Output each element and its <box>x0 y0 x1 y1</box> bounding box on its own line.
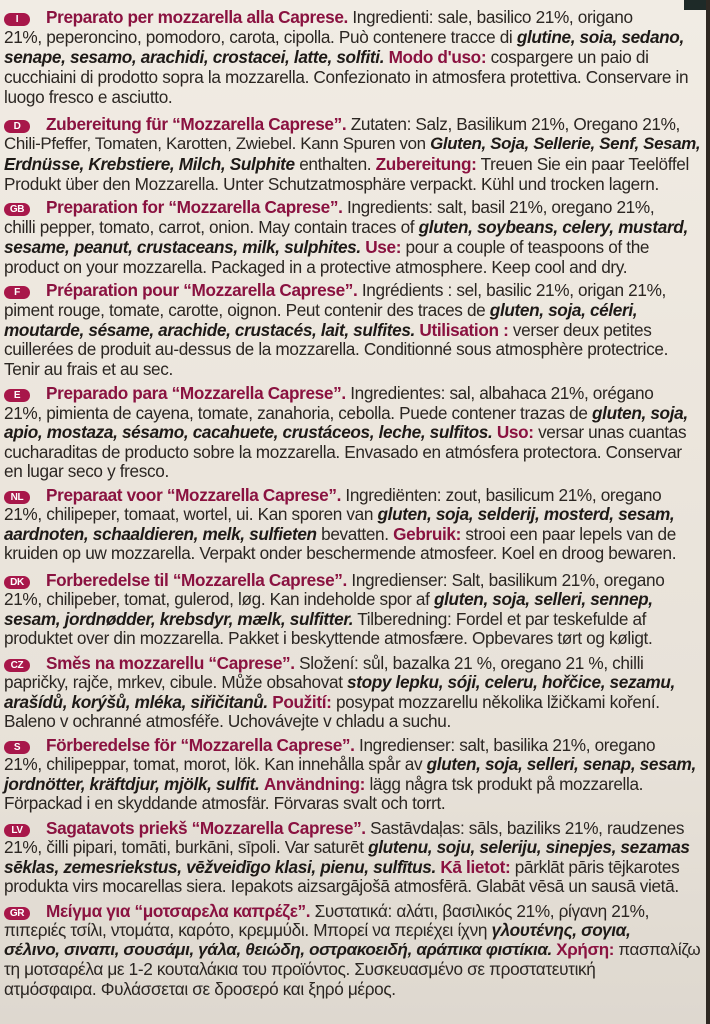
allergen-list: glutenu, soju, seleriju, sinepjes, sezamas <box>368 837 690 858</box>
text-segment: Ingredienti: sale, basilico 21%, origano <box>347 7 633 27</box>
language-badge: GR <box>4 907 30 920</box>
text-segment: lägg några tsk produkt på mozzarella. <box>365 773 644 794</box>
text-line <box>4 774 643 794</box>
text-line <box>4 857 679 877</box>
allergen-list: gluten, soja, selleri, senap, sesam, <box>426 754 696 775</box>
text-segment: product on your mozzarella. Packaged in a protective atmosphere. Keep cool and dry. <box>4 257 628 277</box>
allergen-list: σέλινο, σιναπι, σουσάμι, γάλα, θειώδη, οστρακοειδή, αράπικα φιστίκια. <box>4 939 552 959</box>
text-segment: Baleno v ochranné atmosféře. Uchovávejte v chladu a suchu. <box>4 711 451 732</box>
text-line <box>4 422 686 442</box>
text-segment: pārklāt pāris tējkarotes <box>510 856 680 877</box>
text-segment: cuillerées de produit au-dessus de la mozzarella. Conditionné sous atmosphère protectrice. <box>4 339 669 360</box>
text-line <box>4 754 696 774</box>
language-badge: D <box>4 120 30 133</box>
text-segment: Produkt über den Mozzarella. Unter Schutzatmosphäre verpackt. Kühl und trocken lagern. <box>4 174 659 194</box>
text-line <box>4 609 646 629</box>
allergen-list: γλουτένης, σογια, <box>491 920 631 941</box>
text-segment: en lugar seco y fresco. <box>4 461 169 482</box>
text-line <box>4 461 169 481</box>
text-segment: Ingrédients : sel, basilic 21%, origan 21%, <box>357 280 666 300</box>
text-segment: produkta virs mocarellas siera. Iepakots aizsargājošā atmosfērā. Glabāt vēsā un sausā vietā. <box>4 875 679 896</box>
usage-label: Kā lietot: <box>440 856 511 877</box>
text-segment: Složení: sůl, bazalka 21 %, oregano 21 %, chilli <box>294 653 644 673</box>
text-segment: 21%, pimienta de cayena, tomate, zanahoria, cebolla. Puede contener trazas de <box>4 402 593 423</box>
usage-label: Use: <box>365 237 402 257</box>
allergen-list: gluten, soja, céleri, <box>489 299 638 320</box>
usage-label: Použití: <box>272 691 332 712</box>
text-segment: Ingredienser: salt, basilika 21%, oregano <box>354 735 656 755</box>
text-segment: Treuen Sie ein paar Teelöffel <box>476 154 689 174</box>
text-line <box>4 543 676 563</box>
section-title: Sagatavots priekš “Mozzarella Caprese”. <box>46 818 366 838</box>
text-line <box>4 959 596 979</box>
text-line <box>4 628 652 648</box>
text-line <box>4 920 630 940</box>
allergen-list: Gluten, Soja, Sellerie, Senf, Sesam, <box>430 134 701 153</box>
section-title: Zubereitung für “Mozzarella Caprese”. <box>46 114 347 134</box>
text-segment: pour a couple of teaspoons of the <box>401 237 650 257</box>
section-title: Μείγμα για “μοτσαρελα καπρέζε”. <box>46 901 311 921</box>
text-segment: πιπεριές τσίλι, ντομάτα, καρότο, κρεμμύδι. Μπορεί να περιέχει ίχνη <box>4 920 492 941</box>
text-segment: 21%, chilipeppar, tomat, morot, lök. Kan innehålla spår av <box>4 754 427 775</box>
text-line <box>4 901 649 921</box>
section-title: Förberedelse för “Mozzarella Caprese”. <box>46 735 355 755</box>
usage-label: Χρήση: <box>556 939 615 959</box>
text-segment: papričky, rajče, mrkev, cibule. Může obsahovat <box>4 672 348 693</box>
text-segment: Ingredienser: Salt, basilikum 21%, oregano <box>346 570 665 590</box>
text-line <box>4 876 679 896</box>
text-segment: πασπαλίζω <box>614 939 701 959</box>
text-line <box>4 300 637 320</box>
text-line <box>4 359 173 379</box>
text-segment: kruiden op uw mozzarella. Verpakt onder beschermende atmosfeer. Koel en droog bewaren. <box>4 543 677 564</box>
text-line <box>4 383 653 403</box>
text-segment: cucharaditas de producto sobre la mozzarella. Envasado en atmósfera protectora. Conservar <box>4 441 682 462</box>
usage-label: Uso: <box>496 422 534 443</box>
text-line <box>4 524 676 544</box>
language-badge: E <box>4 389 30 402</box>
text-segment: enthalten. <box>294 154 376 174</box>
section-title: Preparado para “Mozzarella Caprese”. <box>46 383 346 403</box>
allergen-list: gluten, soja, selderij, mosterd, sesam, <box>377 504 675 525</box>
text-segment: 21%, peperoncino, pomodoro, carota, cipolla. Può contenere tracce di <box>4 27 517 47</box>
allergen-list: arašídů, korýšů, mléka, siřičitanů. <box>4 691 268 712</box>
text-segment: Sastāvdaļas: sāls, baziliks 21%, raudzenes <box>365 818 685 838</box>
text-line <box>4 174 659 194</box>
text-line <box>4 672 675 692</box>
text-line <box>4 403 688 423</box>
text-segment: Zutaten: Salz, Basilikum 21%, Oregano 21%, <box>346 114 680 134</box>
usage-label: Modo d'uso: <box>388 47 487 67</box>
language-badge: NL <box>4 491 30 504</box>
text-line <box>4 711 451 731</box>
allergen-list: stopy lepku, sóji, celeru, hořčice, sezamu, <box>347 672 675 693</box>
text-segment: Förpackad i en skyddande atmosfär. Förvaras svalt och torrt. <box>4 793 446 814</box>
text-line <box>4 320 651 340</box>
text-segment: 21%, čilli pipari, tomāti, burkāni, sīpoli. Var saturēt <box>4 837 369 858</box>
text-line <box>4 735 655 755</box>
text-line <box>4 237 649 257</box>
text-line <box>4 442 682 462</box>
text-line <box>4 27 684 47</box>
allergen-list: moutarde, sésame, arachide, crustacés, lait, sulfites. <box>4 319 415 340</box>
section-title: Préparation pour “Mozzarella Caprese”. <box>46 280 358 300</box>
text-line <box>4 837 690 857</box>
text-line <box>4 134 700 154</box>
section-title: Preparato per mozzarella alla Caprese. <box>46 7 348 27</box>
usage-label: Gebruik: <box>393 523 461 544</box>
allergen-list: aardnoten, schaaldieren, melk, sulfieten <box>4 523 317 544</box>
allergen-list: sesame, peanut, crustaceans, milk, sulphites. <box>4 237 361 257</box>
text-segment: luogo fresco e asciutto. <box>4 87 173 107</box>
text-line <box>4 87 172 107</box>
language-badge: DK <box>4 576 30 589</box>
text-segment: posypat mozzarellu několika lžičkami koření. <box>331 691 660 712</box>
usage-label: Utilisation : <box>419 319 509 340</box>
text-line <box>4 47 649 67</box>
text-line <box>4 818 684 838</box>
text-line <box>4 940 700 960</box>
text-segment: cucchiaini di prodotto sopra la mozzarella. Confezionato in atmosfera protettiva. Conservare in <box>4 67 689 87</box>
text-segment: Tenir au frais et au sec. <box>4 359 173 380</box>
text-segment: Ingredientes: sal, albahaca 21%, orégano <box>345 383 654 403</box>
allergen-list: senape, sesamo, arachidi, crostacei, latte, solfiti. <box>4 47 385 67</box>
allergen-list: apio, mostaza, sésamo, cacahuete, crustáceos, leche, sulfitos. <box>4 422 493 443</box>
text-segment: τη μοτσαρέλα με 1-2 κουταλάκια του προϊόντος. Συσκευασμένο σε προστατευτική <box>4 959 596 980</box>
text-line <box>4 154 689 174</box>
language-badge: CZ <box>4 659 30 672</box>
text-line <box>4 504 674 524</box>
text-segment: Chili-Pfeffer, Tomaten, Karotten, Zwiebel. Kann Spuren von <box>4 134 431 153</box>
text-line <box>4 485 661 505</box>
language-badge: LV <box>4 824 30 837</box>
text-line <box>4 339 668 359</box>
language-badge: F <box>4 286 30 299</box>
text-line <box>4 692 660 712</box>
allergen-list: gluten, soja, selleri, sennep, <box>433 589 653 610</box>
text-line <box>4 197 654 217</box>
package-edge <box>684 0 706 10</box>
text-segment: versar unas cuantas <box>533 422 687 443</box>
text-segment: Ingrediënten: zout, basilicum 21%, oregano <box>341 485 662 505</box>
text-line <box>4 67 688 87</box>
allergen-list: glutine, soia, sedano, <box>516 27 684 47</box>
text-segment: 21%, chilipeber, tomat, gulerod, løg. Kan indeholde spor af <box>4 589 434 610</box>
text-segment: Ingredients: salt, basil 21%, oregano 21%, <box>342 197 655 217</box>
text-line <box>4 979 396 999</box>
allergen-list: gluten, soja, <box>592 402 688 423</box>
text-line <box>4 114 680 134</box>
text-segment: chilli pepper, tomato, carrot, onion. May contain traces of <box>4 217 419 237</box>
text-segment: produktet over din mozzarella. Pakket i beskyttende atmosfære. Opbevares tørt og køligt. <box>4 628 653 649</box>
text-segment: 21%, chilipeper, tomaat, wortel, ui. Kan sporen van <box>4 504 378 525</box>
text-line <box>4 793 445 813</box>
text-segment: verser deux petites <box>508 319 652 340</box>
text-segment: strooi een paar lepels van de <box>460 523 676 544</box>
text-line <box>4 217 688 237</box>
allergen-list: sesam, jordnødder, krebsdyr, mælk, sulfitter. <box>4 608 354 629</box>
language-badge: I <box>4 13 30 26</box>
language-badge: GB <box>4 203 30 216</box>
section-title: Forberedelse til “Mozzarella Caprese”. <box>46 570 347 590</box>
text-segment: Συστατικά: αλάτι, βασιλικός 21%, ρίγανη 21%, <box>310 901 650 921</box>
language-badge: S <box>4 741 30 754</box>
text-line <box>4 257 627 277</box>
section-title: Preparation for “Mozzarella Caprese”. <box>46 197 343 217</box>
text-segment: piment rouge, tomate, carotte, oignon. Peut contenir des traces de <box>4 299 490 320</box>
text-line <box>4 653 644 673</box>
section-title: Směs na mozzarellu “Caprese”. <box>46 653 295 673</box>
allergen-list: gluten, soybeans, celery, mustard, <box>418 217 688 237</box>
text-segment: cospargere un paio di <box>486 47 649 67</box>
text-line <box>4 589 653 609</box>
text-segment: ατμόσφαιρα. Φυλάσσεται σε δροσερό και ξηρό μέρος. <box>4 978 396 999</box>
allergen-list: Erdnüsse, Krebstiere, Milch, Sulphite <box>4 154 295 174</box>
usage-label: Zubereitung: <box>375 154 477 174</box>
section-title: Preparaat voor “Mozzarella Caprese”. <box>46 485 341 505</box>
allergen-list: jordnötter, kräftdjur, mjölk, sulfit. <box>4 773 260 794</box>
text-segment: bevatten. <box>316 523 394 544</box>
allergen-list: sēklas, zemesriekstus, vēžveidīgo klasi, pienu, sulfītus. <box>4 856 436 877</box>
text-line <box>4 7 633 27</box>
text-line <box>4 570 664 590</box>
text-segment: Tilberedning: Fordel et par teskefulde af <box>353 608 647 629</box>
usage-label: Användning: <box>263 773 366 794</box>
text-line <box>4 280 666 300</box>
